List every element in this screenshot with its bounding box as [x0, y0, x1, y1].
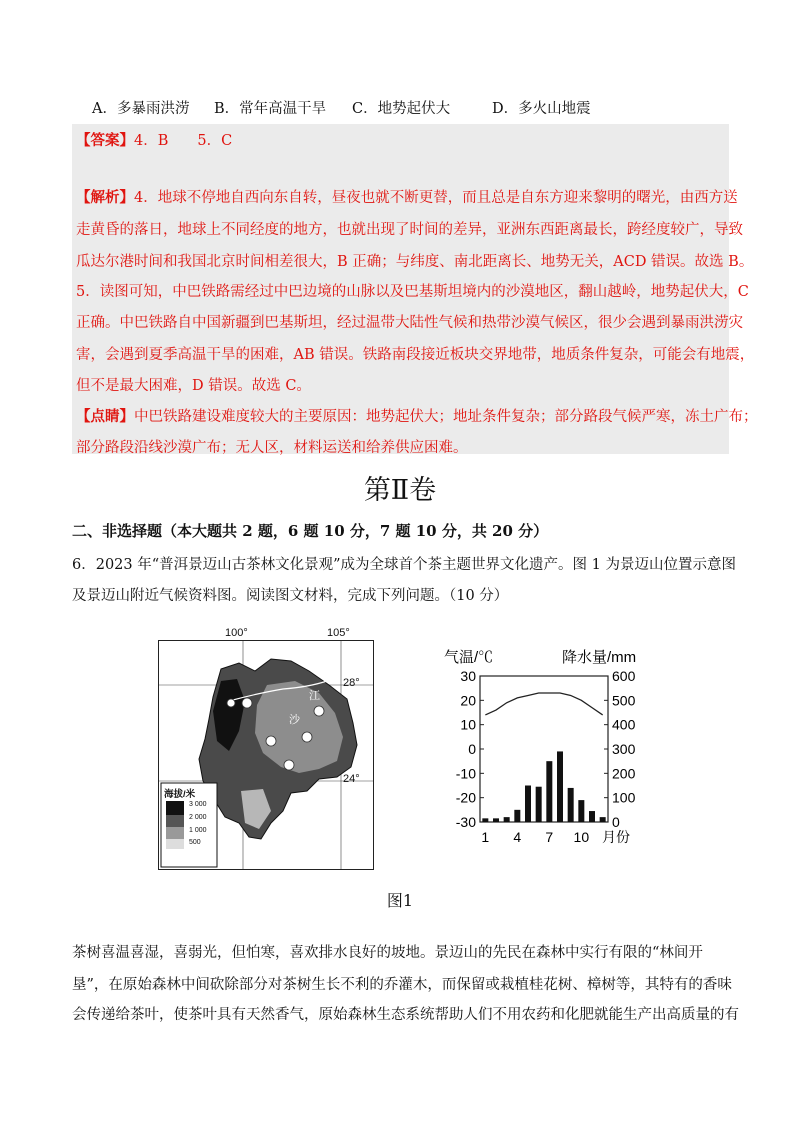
option-d: D．多火山地震	[492, 101, 591, 117]
left-tick-label: -20	[455, 789, 476, 806]
precipitation-bar	[589, 811, 595, 822]
left-tick-label: 20	[460, 692, 476, 709]
precipitation-bar	[493, 818, 499, 822]
question-6-line: 6．2023 年“普洱景迈山古茶林文化景观”成为全球首个茶主题世界文化遗产。图 1 为景迈山位置示意图	[72, 557, 737, 573]
climate-chart-svg	[440, 646, 660, 860]
legend-value: 2 000	[189, 814, 207, 821]
legend-title: 海拔/米	[164, 789, 196, 800]
x-tick-label: 10	[573, 829, 590, 845]
map-graphic	[159, 641, 373, 869]
answer-options	[92, 97, 591, 118]
analysis-line: 5．读图可知，中巴铁路需经过中巴边境的山脉以及巴基斯坦境内的沙漠地区，翻山越岭，地势起伏大，C	[76, 284, 749, 300]
paragraph-line: 茶树喜温喜湿，喜弱光，但怕寒，喜欢排水良好的坡地。景迈山的先民在森林中实行有限的“林间开	[72, 945, 703, 961]
x-axis-label: 月份	[602, 829, 630, 845]
comment-line	[76, 405, 758, 426]
option-a: A．多暴雨洪涝	[92, 101, 190, 117]
right-axis-label: 降水量/mm	[562, 649, 637, 666]
analysis-line: 但不是最大困难，D 错误。故选 C。	[76, 378, 311, 394]
right-tick-label: 500	[612, 692, 636, 709]
precipitation-bar	[568, 788, 574, 822]
precipitation-bar	[600, 817, 606, 822]
comment-tag: 【点睛】	[76, 408, 134, 425]
figure-caption: 图1	[386, 891, 414, 910]
analysis-line: 害，会遇到夏季高温干旱的困难，AB 错误。铁路南段接近板块交界地带，地质条件复杂，可能会有地震，	[76, 347, 755, 363]
left-tick-label: -10	[455, 765, 476, 782]
precipitation-bar	[504, 817, 510, 822]
precipitation-bar	[514, 810, 520, 822]
x-tick-label: 7	[545, 829, 554, 845]
left-tick-label: 10	[460, 716, 476, 733]
precipitation-bar	[546, 761, 552, 822]
section-title: 第Ⅱ卷	[363, 475, 437, 506]
right-tick-label: 200	[612, 765, 636, 782]
precipitation-bar	[557, 751, 563, 822]
climate-chart	[440, 646, 660, 864]
legend-value: 3 000	[189, 801, 207, 808]
latitude-label: 24°	[343, 773, 360, 785]
analysis-tag: 【解析】	[76, 189, 134, 206]
right-tick-label: 100	[612, 789, 636, 806]
legend-value: 1 000	[189, 827, 207, 834]
comment-line-text: 中巴铁路建设难度较大的主要原因：地势起伏大；地址条件复杂；部分路段气候严寒，冻土广布；	[134, 409, 758, 425]
part-heading: 二、非选择题（本大题共 2 题，6 题 10 分，7 题 10 分，共 20 分）	[72, 522, 549, 540]
answer-line	[76, 129, 232, 150]
lake-label: 沙	[289, 714, 300, 726]
longitude-label: 100°	[225, 627, 248, 639]
analysis-line	[76, 186, 738, 207]
answer-text: 4．B 5．C	[134, 133, 233, 149]
analysis-line: 走黄昏的落日，地球上不同经度的地方，也就出现了时间的差异，亚洲东西距离最长，跨经度较广，导致	[76, 222, 743, 238]
plot-frame	[480, 676, 608, 822]
jingmai-location-map	[158, 627, 374, 870]
paragraph-line: 会传递给茶叶，使茶叶具有天然香气，原始森林生态系统帮助人们不用农药和化肥就能生产出高质量的有	[72, 1007, 739, 1023]
option-b: B．常年高温干旱	[214, 101, 327, 117]
analysis-line: 正确。中巴铁路自中国新疆到巴基斯坦，经过温带大陆性气候和热带沙漠气候区，很少会遇到暴雨洪涝灾	[76, 315, 743, 331]
question-6-line: 及景迈山附近气候资料图。阅读图文材料，完成下列问题。（10 分）	[72, 588, 509, 604]
paragraph-line: 垦”，在原始森林中间砍除部分对茶树生长不利的乔灌木，而保留或栽植桂花树、樟树等，其特有的香味	[72, 977, 732, 993]
left-tick-label: 0	[468, 741, 476, 757]
precipitation-bar	[578, 800, 584, 822]
river-label: 江	[309, 690, 320, 702]
right-tick-label: 300	[612, 741, 636, 757]
x-tick-label: 1	[481, 829, 490, 845]
precipitation-bar	[482, 818, 488, 822]
x-tick-label: 4	[513, 829, 522, 845]
precipitation-bar	[525, 786, 531, 823]
left-axis-label: 气温/℃	[444, 649, 494, 666]
right-tick-label: 600	[612, 668, 636, 684]
right-tick-label: 0	[612, 814, 620, 830]
analysis-line-text: 4．地球不停地自西向东自转，昼夜也就不断更替，而且总是自东方迎来黎明的曙光，由西方送	[134, 190, 738, 206]
comment-line: 部分路段沿线沙漠广布；无人区，材料运送和给养供应困难。	[76, 440, 468, 456]
temperature-line	[485, 693, 602, 715]
left-tick-label: -30	[455, 814, 476, 830]
left-tick-label: 30	[460, 668, 476, 684]
legend-value: 500	[189, 839, 201, 846]
answer-tag: 【答案】	[76, 132, 134, 149]
right-tick-label: 400	[612, 716, 636, 733]
analysis-line: 瓜达尔港时间和我国北京时间相差很大，B 正确；与纬度、南北距离长、地势无关，ACD 错误。故选 B。	[76, 254, 754, 270]
option-c: C．地势起伏大	[352, 101, 451, 117]
longitude-label: 105°	[327, 627, 350, 639]
latitude-label: 28°	[343, 677, 360, 689]
precipitation-bar	[536, 787, 542, 822]
